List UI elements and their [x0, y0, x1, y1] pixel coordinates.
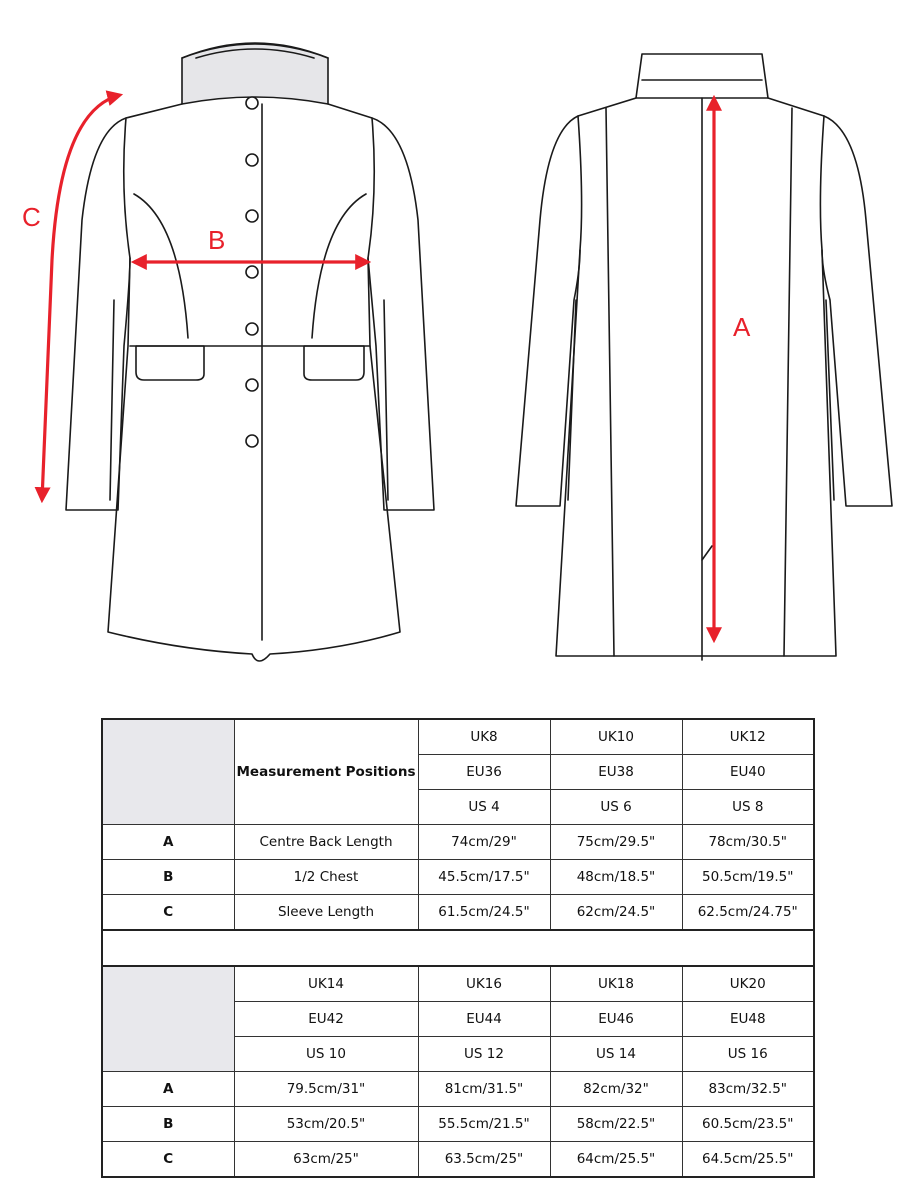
size-uk: UK20: [682, 966, 814, 1002]
size-us: US 16: [682, 1037, 814, 1072]
button: [246, 323, 258, 335]
value-cell: 63.5cm/25": [418, 1142, 550, 1178]
size-us: US 8: [682, 790, 814, 825]
value-cell: 62.5cm/24.75": [682, 895, 814, 931]
value-cell: 48cm/18.5": [550, 860, 682, 895]
arrow-c: [42, 95, 120, 500]
button: [246, 379, 258, 391]
table-row: [102, 1072, 814, 1107]
size-us: US 6: [550, 790, 682, 825]
size-uk: UK8: [418, 719, 550, 755]
table-row: [102, 719, 814, 755]
row-key: C: [102, 1142, 234, 1178]
size-uk: UK10: [550, 719, 682, 755]
button: [246, 154, 258, 166]
value-cell: 55.5cm/21.5": [418, 1107, 550, 1142]
value-cell: 63cm/25": [234, 1142, 418, 1178]
table-row: [102, 895, 814, 931]
table-row: [102, 1142, 814, 1178]
front-pocket-right: [304, 346, 364, 380]
row-key: A: [102, 1072, 234, 1107]
table-corner-cell: [102, 966, 234, 1072]
value-cell: 78cm/30.5": [682, 825, 814, 860]
size-eu: EU40: [682, 755, 814, 790]
value-cell: 64.5cm/25.5": [682, 1142, 814, 1178]
front-sleeve-left: [66, 118, 130, 510]
front-sleeve-right: [368, 118, 434, 510]
button: [246, 210, 258, 222]
coat-back-view: [516, 54, 892, 660]
value-cell: 75cm/29.5": [550, 825, 682, 860]
front-pocket-left: [136, 346, 204, 380]
size-eu: EU46: [550, 1002, 682, 1037]
table-corner-cell: [102, 719, 234, 825]
value-cell: 79.5cm/31": [234, 1072, 418, 1107]
row-key: B: [102, 1107, 234, 1142]
value-cell: 58cm/22.5": [550, 1107, 682, 1142]
size-uk: UK14: [234, 966, 418, 1002]
size-uk: UK12: [682, 719, 814, 755]
value-cell: 82cm/32": [550, 1072, 682, 1107]
size-chart-table: [101, 718, 815, 1178]
front-buttons: [246, 97, 258, 447]
value-cell: 53cm/20.5": [234, 1107, 418, 1142]
row-key: A: [102, 825, 234, 860]
size-us: US 14: [550, 1037, 682, 1072]
table-separator-row: [102, 930, 814, 966]
coat-front-view: [66, 43, 434, 661]
size-uk: UK16: [418, 966, 550, 1002]
value-cell: 45.5cm/17.5": [418, 860, 550, 895]
value-cell: 81cm/31.5": [418, 1072, 550, 1107]
value-cell: 50.5cm/19.5": [682, 860, 814, 895]
size-eu: EU48: [682, 1002, 814, 1037]
button: [246, 435, 258, 447]
table-row: [102, 860, 814, 895]
value-cell: 74cm/29": [418, 825, 550, 860]
size-uk: UK18: [550, 966, 682, 1002]
size-eu: EU42: [234, 1002, 418, 1037]
size-us: US 4: [418, 790, 550, 825]
front-collar: [182, 44, 328, 104]
back-collar: [636, 54, 768, 98]
button: [246, 266, 258, 278]
row-name: 1/2 Chest: [234, 860, 418, 895]
row-key: C: [102, 895, 234, 931]
label-c: C: [22, 202, 41, 232]
size-us: US 10: [234, 1037, 418, 1072]
value-cell: 64cm/25.5": [550, 1142, 682, 1178]
row-key: B: [102, 860, 234, 895]
label-a: A: [733, 312, 751, 342]
size-eu: EU44: [418, 1002, 550, 1037]
row-name: Sleeve Length: [234, 895, 418, 931]
table-row: [102, 1107, 814, 1142]
table-row: [102, 825, 814, 860]
measurement-positions-header: Measurement Positions: [234, 719, 418, 825]
value-cell: 61.5cm/24.5": [418, 895, 550, 931]
value-cell: 62cm/24.5": [550, 895, 682, 931]
value-cell: 60.5cm/23.5": [682, 1107, 814, 1142]
button: [246, 97, 258, 109]
size-us: US 12: [418, 1037, 550, 1072]
back-body-outline: [556, 98, 836, 656]
row-name: Centre Back Length: [234, 825, 418, 860]
table-row: [102, 966, 814, 1002]
size-eu: EU36: [418, 755, 550, 790]
label-b: B: [208, 225, 226, 255]
size-eu: EU38: [550, 755, 682, 790]
value-cell: 83cm/32.5": [682, 1072, 814, 1107]
